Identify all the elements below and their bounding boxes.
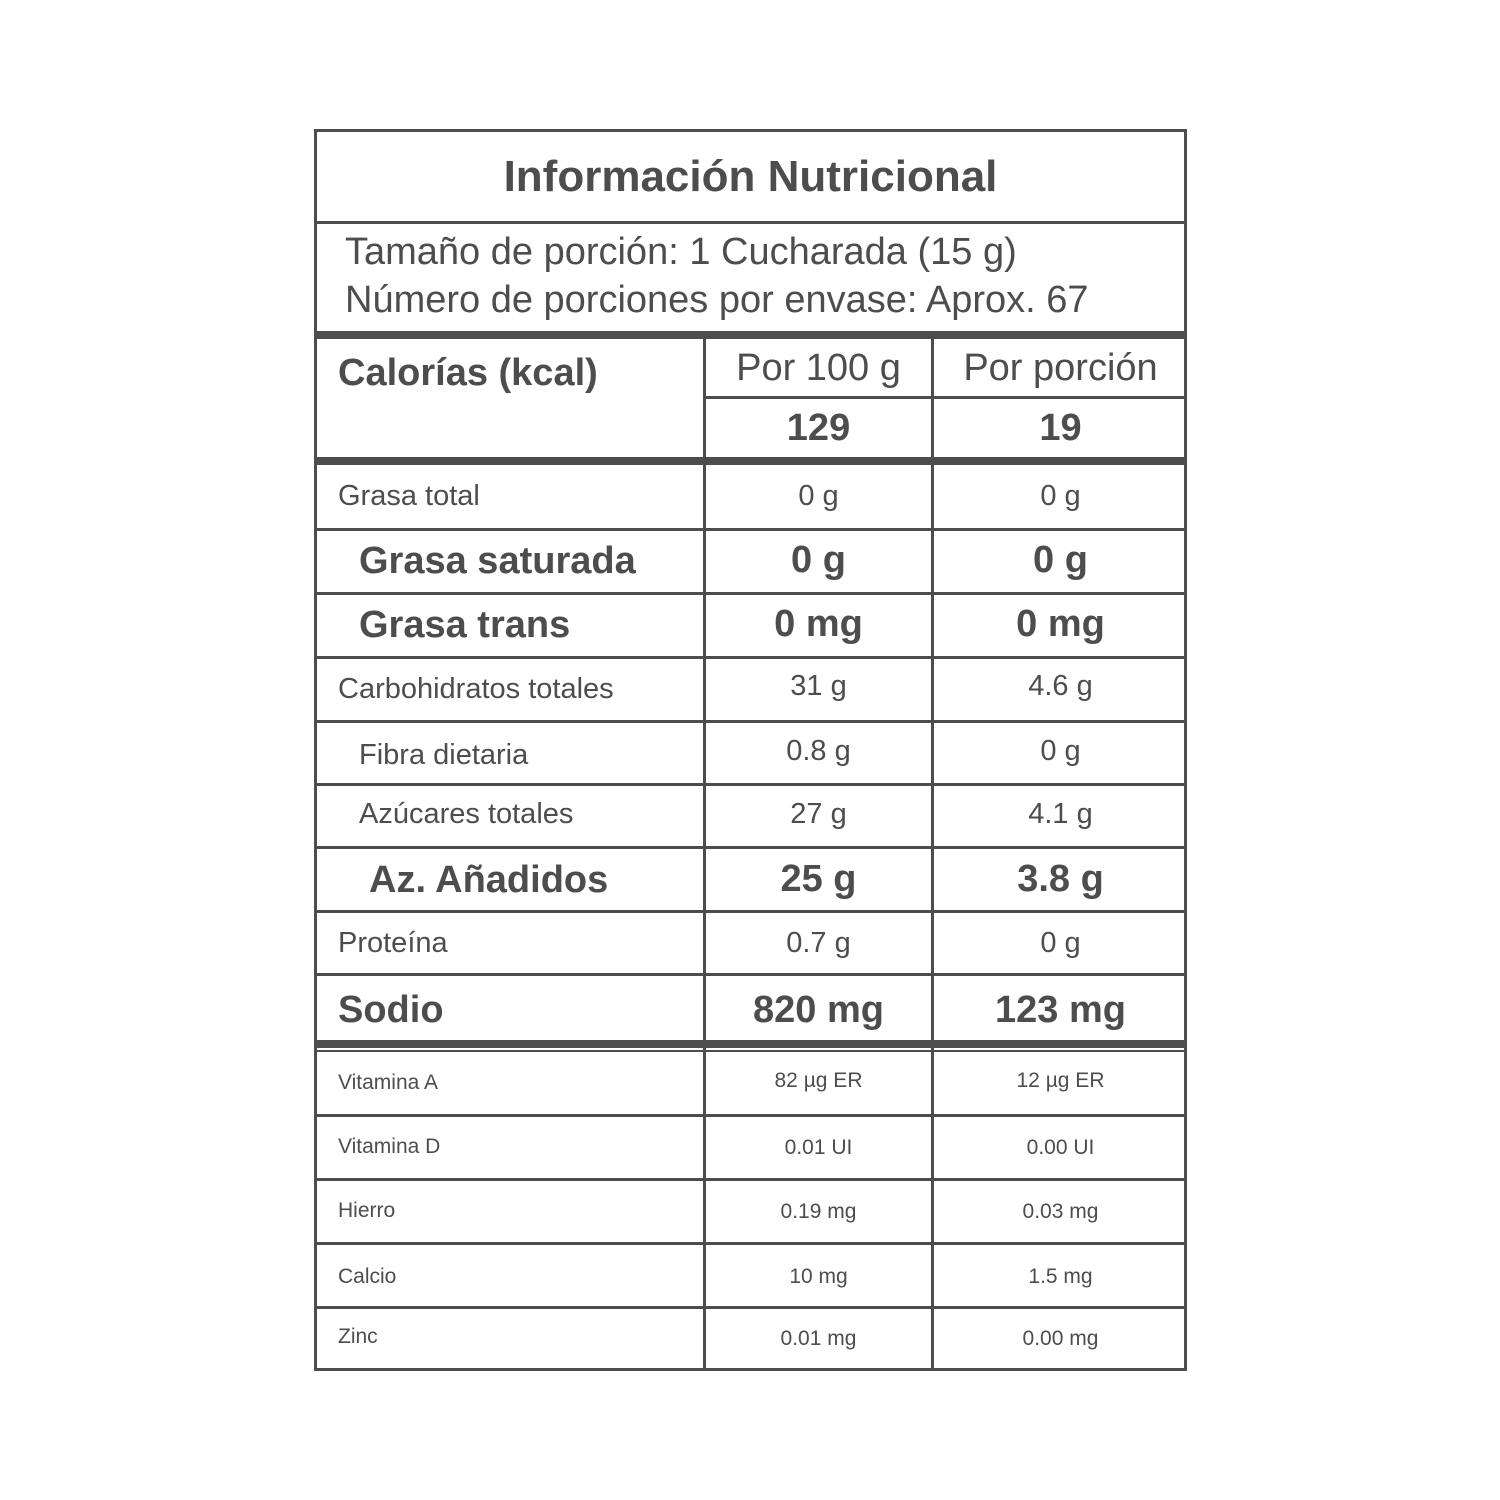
nutrient-name: Az. Añadidos [369,859,609,901]
col-header-portion: Por porción [963,346,1158,389]
micro-name: Vitamina A [338,1071,439,1094]
nutrient-portion: 123 mg [995,988,1126,1031]
micro-name: Hierro [338,1199,396,1222]
micro-per100: 82 µg ER [774,1069,863,1092]
micro-name: Zinc [338,1325,378,1348]
nutrient-per100: 820 mg [753,988,884,1031]
nutrient-per100: 27 g [790,798,847,830]
column-divider [703,339,706,1368]
thick-divider [317,1040,1184,1048]
nutrient-per100: 0.7 g [786,926,851,959]
nutrient-per100: 0 g [798,480,839,512]
nutrient-per100: 0 g [791,538,846,581]
calories-label: Calorías (kcal) [338,351,598,394]
nutrient-portion: 4.1 g [1028,798,1093,830]
thick-divider [317,331,1184,339]
nutrient-portion: 0 g [1040,734,1081,767]
servings-per-container: Número de porciones por envase: Aprox. 67 [345,279,1089,321]
micro-per100: 0.19 mg [780,1200,857,1223]
nutrient-per100: 31 g [790,669,847,702]
nutrient-portion: 3.8 g [1017,857,1104,900]
nutrient-portion: 0 mg [1016,602,1105,645]
micro-portion: 0.00 mg [1022,1327,1099,1350]
col-header-100g: Por 100 g [736,346,901,389]
micro-portion: 0.00 UI [1026,1136,1095,1159]
nutrient-name: Grasa trans [359,604,571,646]
nutrient-per100: 0.8 g [786,734,851,767]
nutrient-per100: 25 g [780,857,857,900]
column-divider [931,339,934,1368]
nutrient-name: Azúcares totales [359,798,574,830]
nutrient-portion: 0 g [1040,480,1081,512]
nutrient-name: Carbohidratos totales [338,673,614,705]
nutrient-name: Sodio [338,988,444,1031]
calories-portion: 19 [1039,406,1082,449]
micro-name: Vitamina D [338,1135,441,1158]
micro-per100: 10 mg [789,1265,848,1288]
micro-per100: 0.01 mg [780,1327,857,1350]
serving-size: Tamaño de porción: 1 Cucharada (15 g) [345,231,1017,273]
micro-name: Calcio [338,1265,397,1288]
nutrient-name: Grasa total [338,480,480,512]
nutrient-name: Fibra dietaria [359,738,529,771]
nutrient-name: Proteína [338,926,448,959]
nutrient-portion: 0 g [1033,538,1088,581]
nutrient-portion: 0 g [1040,926,1081,959]
micro-portion: 12 µg ER [1016,1069,1105,1092]
divider [317,221,1184,224]
serving-info [345,228,1089,324]
nutrition-label [314,129,1187,1371]
micro-portion: 0.03 mg [1022,1200,1099,1223]
micro-per100: 0.01 UI [784,1136,853,1159]
nutrient-name: Grasa saturada [359,540,636,582]
calories-100g: 129 [786,406,851,449]
label-title: Información Nutricional [503,151,998,201]
nutrient-per100: 0 mg [774,602,863,645]
micro-portion: 1.5 mg [1028,1265,1093,1288]
thick-divider [317,457,1184,465]
nutrient-portion: 4.6 g [1028,669,1093,702]
